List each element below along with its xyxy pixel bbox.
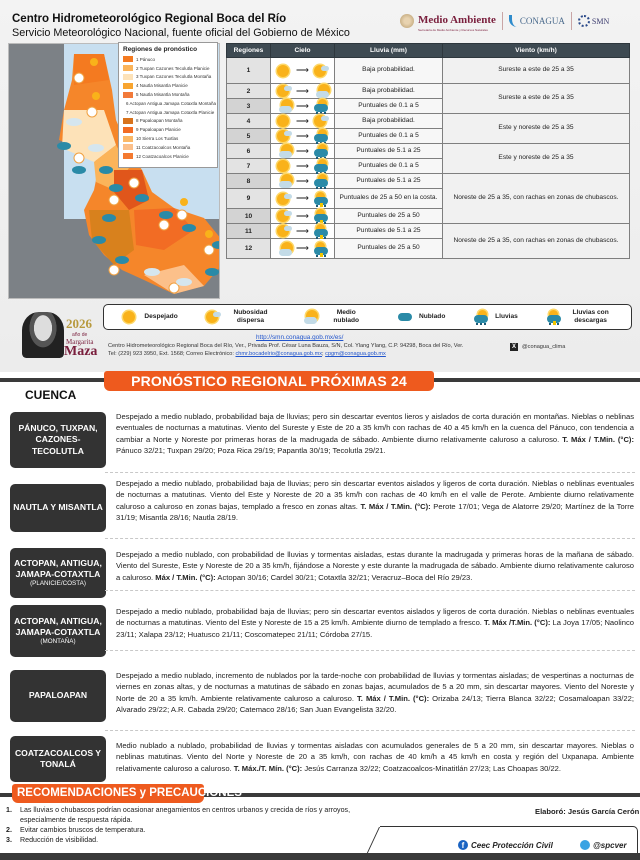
contact-line: Tel: (229) 923 3950, Ext. 1568; Correo Electrónico: chmr.bocadelrio@conagua.gob.mx; cpgm@conagua.gob.mx [108, 351, 386, 357]
symbol-label: Despejado [144, 313, 178, 321]
forecast-description: Despejado a medio nublado, con probabilidad de lluvias y tormentas aisladas, estas durante la madrugada y primeras horas de la mañana de sábado. Viento del Sureste, Este y Noreste de 20 a 35 km/h, fijándose a Noreste y este durante la madrugada de sábado. Ambiente diurno relativamente caluroso a caluroso. [116, 550, 634, 582]
water-drop-icon [509, 15, 517, 27]
region-forecast-text [116, 478, 634, 524]
legend-label: 6 Actopan Antigua Jamapa Cotaxtla Montaña [126, 100, 217, 106]
legend-label: 10 Sierra Los Tuxtlas [136, 136, 179, 142]
legend-title: Regiones de pronóstico [123, 46, 198, 53]
sky-cell [271, 84, 335, 99]
dotted-separator [105, 472, 635, 473]
email-link-2[interactable]: cpgm@conagua.gob.mx [325, 351, 386, 357]
region-number: 4 [227, 114, 271, 129]
rain-cell: Puntuales de 5.1 a 25 [335, 224, 443, 239]
page-title: Centro Hidrometeorológico Regional Boca del Río [12, 13, 287, 25]
symbol-partly-cloudy [300, 309, 369, 324]
forecast-description: Despejado a medio nublado, probabilidad baja de lluvias; pero sin descartar eventos aislados y ligeros de corta duración. Nieblas o neblinas eventuales de nocturnas a matutinas. Viento del Este y Noreste de 20 a 35 km/h con rachas de 40 km/h en el valle de Perote. Ambiente diurno relativamente caluroso a caluroso en zonas bajas, templado a fresco en zonas altas. [116, 479, 634, 511]
rain-cell: Baja probabilidad. [335, 58, 443, 84]
legend-swatch [123, 83, 133, 89]
rain-icon [312, 144, 330, 158]
region-name: ACTOPAN, ANTIGUA, JAMAPA-COTAXTLA [14, 557, 102, 579]
wind-cell: Sureste a este de 25 a 35 [443, 58, 630, 84]
arrow-right-icon: ⟶ [296, 175, 309, 186]
rain-cell: Puntuales de 0.1 a 5 [335, 159, 443, 174]
author-credit: Elaboró: Jesús García Cerón [535, 807, 640, 816]
legend-label: 1 Pánuco [136, 56, 156, 62]
email-link-1[interactable]: chmr.bocadelrio@conagua.gob.mx [235, 351, 323, 357]
sun-cloud-icon [312, 114, 330, 128]
recommendations-list [6, 806, 390, 846]
legend-swatch [123, 92, 133, 98]
region-label-box [10, 548, 106, 598]
legend-item [123, 90, 213, 99]
arrow-right-icon: ⟶ [296, 100, 309, 111]
legend-item [123, 55, 213, 64]
arrow-right-icon: ⟶ [296, 145, 309, 156]
map-legend [118, 42, 218, 168]
medio-ambiente-subtext: Secretaría de Medio Ambiente y Recursos Naturales [418, 28, 488, 32]
cloud-shape [279, 151, 292, 158]
temp-label: T. Máx / T.Min. (°C): [357, 693, 430, 703]
table-row [227, 144, 630, 159]
sun-cloud-icon [275, 129, 293, 143]
storm-icon [312, 242, 330, 256]
table-row [227, 224, 630, 239]
dark-cloud-shape [314, 149, 328, 157]
swirl-icon [578, 15, 590, 27]
commemorative-ano: año de [72, 332, 88, 338]
temp-label: T. Máx / T.Min. (°C): [360, 501, 431, 511]
temp-values: Actopan 30/16; Cardel 30/21; Cotaxtla 32/21; Veracruz–Boca del Río 29/23. [217, 572, 473, 582]
item-number: 2. [6, 825, 12, 834]
dark-cloud-shape [474, 315, 488, 323]
region-number: 3 [227, 99, 271, 114]
table-row [227, 84, 630, 99]
dotted-separator [105, 538, 635, 539]
region-subtitle: (MONTAÑA) [40, 638, 76, 646]
sun-cloud-icon [275, 84, 293, 98]
x-handle-text: @conagua_clima [522, 344, 566, 350]
temp-label: T. Máx./T. Mín. (°C): [233, 763, 303, 773]
forecast-description: Despejado a medio nublado, probabilidad baja de lluvias; pero sin descartar eventos lieros y aislados de corta duración en montañas. Nieblas o neblinas eventuales de nocturnas a matutinas. Viento del Sureste y Este de 20 a 35 km/h con rachas de 40 a 45 km/h en la cuenca del Pánuco, con tendencia a cambiar a Norte y Noreste por primeras horas de la madrugada de sábado. Ambiente diurno relativamente caluroso a caluroso. [116, 412, 634, 444]
conagua-logo [509, 15, 565, 27]
cloud-shape [213, 312, 221, 317]
sun-cloud-icon [204, 310, 222, 324]
region-forecast-text [116, 670, 634, 716]
wind-cell: Noreste de 25 a 35, con rachas en zonas de chubascos. [443, 224, 630, 259]
col-cielo: Cielo [271, 44, 335, 58]
forecast-description: Despejado a medio nublado, probabilidad baja de lluvias; pero sin descartar eventos aislados y ligeros de corta duración. Nieblas o neblinas eventuales de nocturnas a matutinas. Viento del Este y Noreste de 15 a 25 km/h. Ambiente diurno de templado a fresco. [116, 607, 634, 628]
table-row [227, 114, 630, 129]
sun-icon [121, 310, 139, 324]
item-text: Reducción de visibilidad. [20, 835, 99, 844]
arrow-right-icon: ⟶ [296, 225, 309, 236]
seal-icon [400, 14, 414, 28]
legend-item [123, 64, 213, 73]
cloudy-icon [396, 310, 414, 324]
legend-item [123, 99, 217, 108]
temp-values: Jesús Carranza 32/22; Coatzacoalcos-Minatitlán 27/23; Las Choapas 30/22. [304, 763, 561, 773]
item-text: Evitar cambios bruscos de temperatura. [20, 825, 146, 834]
temp-values: Perote 17/01; Vega de Alatorre 29/20; Martínez de la Torre 31/19; Misantla 28/16; Nautla 28/19. [116, 501, 634, 523]
symbol-label: Lluvias [495, 313, 518, 321]
rain-icon [312, 129, 330, 143]
symbol-sun-cloud [204, 309, 273, 324]
region-name: PÁNUCO, TUXPAN, CAZONES-TECOLUTLA [18, 423, 98, 456]
legend-swatch [123, 136, 133, 142]
lightning-shape [320, 203, 323, 207]
arrow-right-icon: ⟶ [296, 160, 309, 171]
temp-label: T. Máx / T.Min. (°C): [562, 434, 634, 444]
legend-item [123, 125, 213, 134]
commemorative-name1: Margarita [66, 338, 94, 346]
partly-cloudy-icon [275, 144, 293, 158]
region-number: 1 [227, 58, 271, 84]
cloud-shape [284, 86, 292, 91]
facebook-link[interactable] [458, 840, 553, 850]
cloud-shape [304, 317, 317, 324]
rain-cell: Puntuales de 0.1 a 5 [335, 99, 443, 114]
legend-item [123, 108, 213, 117]
twitter-text: @spcver [593, 840, 627, 850]
region-number: 12 [227, 239, 271, 259]
sky-cell [271, 239, 335, 259]
recommendation-item [6, 836, 390, 846]
header-section [0, 0, 640, 372]
sun-icon [275, 64, 293, 78]
region-label-box [10, 605, 106, 657]
legend-label: 5 Nautla Misantla Montaña [136, 92, 190, 98]
commemorative-logo [8, 310, 108, 360]
page-subtitle: Servicio Meteorológico Nacional, fuente oficial del Gobierno de México [12, 27, 350, 39]
region-number: 9 [227, 189, 271, 209]
legend-swatch [123, 153, 133, 159]
cloud-shape [279, 106, 292, 113]
temp-values: La Joya 17/05; Naolinco 23/11; Xalapa 23/12; Huatusco 21/11; Coscomatepec 21/11; Córdoba 27/15. [116, 618, 634, 639]
lightning-shape [320, 235, 323, 239]
partly-cloudy-icon [275, 174, 293, 188]
symbol-rain [472, 310, 518, 324]
sky-cell [271, 144, 335, 159]
region-name: NAUTLA Y MISANTLA [13, 502, 103, 513]
col-viento: Viento (km/h) [443, 44, 630, 58]
twitter-link[interactable] [580, 840, 627, 850]
region-forecast-text [116, 606, 634, 640]
region-forecast-text [116, 549, 634, 583]
table-row [227, 58, 630, 84]
forecast-table [226, 43, 630, 259]
legend-label: 3 Tuxpan Cazones Tecolutla Montaña [136, 74, 212, 80]
commemorative-year: 2026 [66, 316, 92, 331]
legend-item [123, 73, 213, 82]
cloud-shape [284, 194, 292, 199]
smn-text: SMN [591, 16, 610, 26]
arrow-right-icon: ⟶ [296, 243, 309, 253]
region-number: 2 [227, 84, 271, 99]
storm-icon [312, 209, 330, 223]
wind-cell: Este y noreste de 25 a 35 [443, 144, 630, 174]
sky-cell [271, 174, 335, 189]
arrow-right-icon: ⟶ [296, 210, 309, 221]
sky-cell [271, 159, 335, 174]
rain-icon [312, 99, 330, 113]
rain-cell: Puntuales de 5.1 a 25 [335, 174, 443, 189]
rain-icon [472, 310, 490, 324]
conagua-text: CONAGUA [519, 16, 565, 26]
region-forecast-text [116, 740, 634, 774]
legend-label: 4 Nautla Misantla Planicie [136, 83, 188, 89]
legend-label: 8 Papaloapan Montaña [136, 118, 183, 124]
portrait-image [22, 312, 64, 358]
dark-cloud-shape [314, 179, 328, 187]
arrow-right-icon: ⟶ [296, 85, 309, 96]
region-number: 7 [227, 159, 271, 174]
dotted-separator [105, 730, 635, 731]
sky-cell [271, 99, 335, 114]
cloud-shape [321, 66, 329, 71]
sun-shape [277, 160, 289, 172]
table-row [227, 174, 630, 189]
x-social-link[interactable] [510, 343, 565, 351]
forecast-description: Medio nublado a nublado, probabilidad de lluvias y tormentas aisladas con acumulados generales de 5 a 20 mm, sin descartar mayores. Nieblas o neblinas matutinas. Viento del Norte y Noreste de 20 a 35 km/h, con rachas de 40 km/h a 45 km/h en costa y región del Uxpanapa. Ambiente relativamente caluroso a caluroso. [116, 741, 634, 773]
arrow-right-icon: ⟶ [296, 193, 309, 203]
sky-cell [271, 209, 335, 224]
storm-icon [312, 192, 330, 206]
dark-cloud-shape [314, 164, 328, 172]
cloud-shape [284, 211, 292, 216]
cloud-shape [284, 226, 292, 231]
sky-cell [271, 224, 335, 239]
cloud-shape [284, 131, 292, 136]
commemorative-name2: Maza [64, 344, 98, 359]
symbol-label: Medio nublado [333, 309, 360, 324]
forecast-section-title: PRONÓSTICO REGIONAL PRÓXIMAS 24 HORAS [104, 371, 434, 391]
sun-shape [123, 311, 135, 323]
cloud-shape [279, 249, 292, 256]
dark-cloud-shape [314, 104, 328, 112]
weather-symbol-legend [103, 304, 632, 330]
partly-cloudy-icon [275, 242, 293, 256]
divider [502, 12, 503, 30]
item-text: Las lluvias o chubascos podrían ocasionar anegamientos en centros urbanos y crecida de ríos y arroyos, especialmente de respuesta rápida. [20, 806, 351, 824]
dark-cloud-shape [398, 313, 412, 321]
region-name: PAPALOAPAN [28, 690, 88, 701]
legend-label: 9 Papaloapan Planicie [136, 127, 181, 133]
rain-cell: Baja probabilidad. [335, 114, 443, 129]
partly-cloudy-icon [300, 310, 318, 324]
sun-cloud-icon [275, 192, 293, 206]
legend-label: 11 Coatzacoalcos Montaña [136, 144, 191, 150]
symbol-storm [545, 309, 614, 324]
address-text: Centro Hidrometeorológico Regional Boca del Río, Ver., Privada Prof. César Luna Bauza, S/N, Col. Ylang Ylang, C.P. 94298, Boca del Río, Ver. [108, 343, 464, 349]
rain-cell: Puntuales de 25 a 50 [335, 239, 443, 259]
sun-cloud-icon [275, 209, 293, 223]
region-label-box [10, 736, 106, 782]
sun-icon [275, 159, 293, 173]
temp-values: Pánuco 32/21; Tuxpan 29/20; Poza Rica 29/19; Papantla 30/19; Tecolutla 29/21. [116, 446, 386, 456]
facebook-text: Ceec Protección Civil [471, 840, 553, 850]
temp-values: Orizaba 24/13; Tierra Blanca 32/22; Cosamaloapan 33/22; Alvarado 29/22; A.R. Cabada 29/20; Catemaco 28/16; San Juan Evangelista 32/20. [116, 693, 634, 715]
legend-label: 12 Coatzacoalcos Planicie [136, 153, 189, 159]
sky-cell [271, 129, 335, 144]
wind-cell: Sureste a este de 25 a 35 [443, 84, 630, 114]
symbol-cloudy [396, 310, 445, 324]
symbol-label: Nublado [418, 313, 446, 321]
temp-label: T. Máx /T.Min. (°C): [484, 618, 551, 628]
recommendations-title: RECOMENDACIONES y PRECAUCIONES [12, 784, 204, 803]
table-header-row [227, 44, 630, 58]
lightning-shape [320, 253, 323, 257]
legend-swatch [123, 65, 133, 71]
region-number: 11 [227, 224, 271, 239]
region-label-box [10, 484, 106, 532]
region-label-box [10, 670, 106, 722]
region-name: COATZACOALCOS Y TONALÁ [14, 747, 102, 769]
legend-item [123, 81, 213, 90]
dotted-separator [105, 650, 635, 651]
wind-cell: Este y noreste de 25 a 35 [443, 114, 630, 144]
region-forecast-text [116, 411, 634, 457]
storm-icon [312, 224, 330, 238]
legend-swatch [123, 127, 133, 133]
rain-icon [312, 159, 330, 173]
storm-icon [545, 310, 563, 324]
legend-item [123, 117, 213, 126]
symbol-sun [121, 310, 177, 324]
item-number: 1. [6, 806, 12, 814]
arrow-right-icon: ⟶ [296, 130, 309, 141]
divider [571, 12, 572, 30]
cloud-shape [279, 181, 292, 188]
rain-cell: Puntuales de 25 a 50 en la costa. [335, 189, 443, 209]
legend-item [123, 134, 213, 143]
sun-cloud-icon [312, 64, 330, 78]
rain-cell: Baja probabilidad. [335, 84, 443, 99]
region-name: ACTOPAN, ANTIGUA, JAMAPA-COTAXTLA [14, 615, 102, 637]
symbol-label: Lluvias con descargas [572, 309, 609, 324]
region-label-box [10, 412, 106, 468]
dark-cloud-shape [314, 134, 328, 142]
recommendation-item [6, 806, 390, 826]
rain-cell: Puntuales de 25 a 50 [335, 209, 443, 224]
x-logo-icon: X [511, 344, 516, 350]
rain-drops [316, 187, 326, 189]
partly-cloudy-icon [312, 84, 330, 98]
region-number: 8 [227, 174, 271, 189]
sky-cell [271, 58, 335, 84]
sun-icon [275, 114, 293, 128]
partly-cloudy-icon [275, 99, 293, 113]
medio-ambiente-logo [400, 10, 496, 32]
legend-label: 7 Actopan Antigua Jamapa Cotaxtla Planicie [126, 109, 215, 115]
footer-bar [0, 853, 640, 860]
medio-ambiente-text: Medio Ambiente [418, 14, 496, 26]
legend-item [123, 143, 213, 152]
legend-swatch [123, 56, 133, 62]
smn-url-link[interactable]: http://smn.conagua.gob.mx/es/ [256, 334, 344, 341]
legend-swatch [123, 74, 133, 80]
sun-shape [277, 115, 289, 127]
cuenca-label: CUENCA [25, 388, 77, 402]
temp-label: Máx / T.Min. (°C): [155, 572, 216, 582]
cloud-shape [316, 91, 329, 98]
col-lluvia: Lluvia (mm) [335, 44, 443, 58]
arrow-right-icon: ⟶ [296, 115, 309, 126]
item-number: 3. [6, 835, 12, 844]
rain-cell: Puntuales de 5.1 a 25 [335, 144, 443, 159]
forecast-description: Despejado a medio nublado, incremento de nublados por la tarde-noche con probabilidad de lluvias y tormentas aisladas; de vespertinas a nocturnas de viernes en zonas altas, y de nocturnas a matutinas de sábado en zonas bajas, acumulados de 5 a 20 mm, sin descartar mayores. Viento del Noreste y Norte de 20 a 35 km/h. Ambiente relativamente caluroso a caluroso. [116, 671, 634, 703]
region-number: 10 [227, 209, 271, 224]
col-regiones: Regiones [227, 44, 271, 58]
sun-shape [277, 65, 289, 77]
cloud-shape [321, 116, 329, 121]
symbol-label: Nubosidad dispersa [233, 309, 268, 324]
recommendation-item [6, 826, 390, 836]
phone-text: Tel: (229) 923 3950, Ext. 1568; Correo Electrónico: [108, 351, 234, 357]
lightning-shape [553, 321, 556, 325]
rain-cell: Puntuales de 0.1 a 5 [335, 129, 443, 144]
twitter-icon [580, 840, 590, 850]
dotted-separator [105, 590, 635, 591]
region-number: 5 [227, 129, 271, 144]
institution-logos [400, 10, 609, 32]
wind-cell: Noreste de 25 a 35, con rachas en zonas de chubascos. [443, 174, 630, 224]
facebook-icon: f [458, 840, 468, 850]
arrow-right-icon: ⟶ [296, 65, 309, 75]
sky-cell [271, 114, 335, 129]
region-number: 6 [227, 144, 271, 159]
legend-label: 2 Tuxpan Cazones Tecolutla Planicie [136, 65, 210, 71]
sky-cell [271, 189, 335, 209]
sun-cloud-icon [275, 224, 293, 238]
legend-swatch [123, 118, 133, 124]
smn-logo [578, 15, 609, 27]
legend-swatch [123, 144, 133, 150]
region-subtitle: (PLANICIE/COSTA) [30, 580, 86, 588]
legend-item [123, 152, 213, 161]
rain-drops [476, 323, 486, 325]
rain-icon [312, 174, 330, 188]
